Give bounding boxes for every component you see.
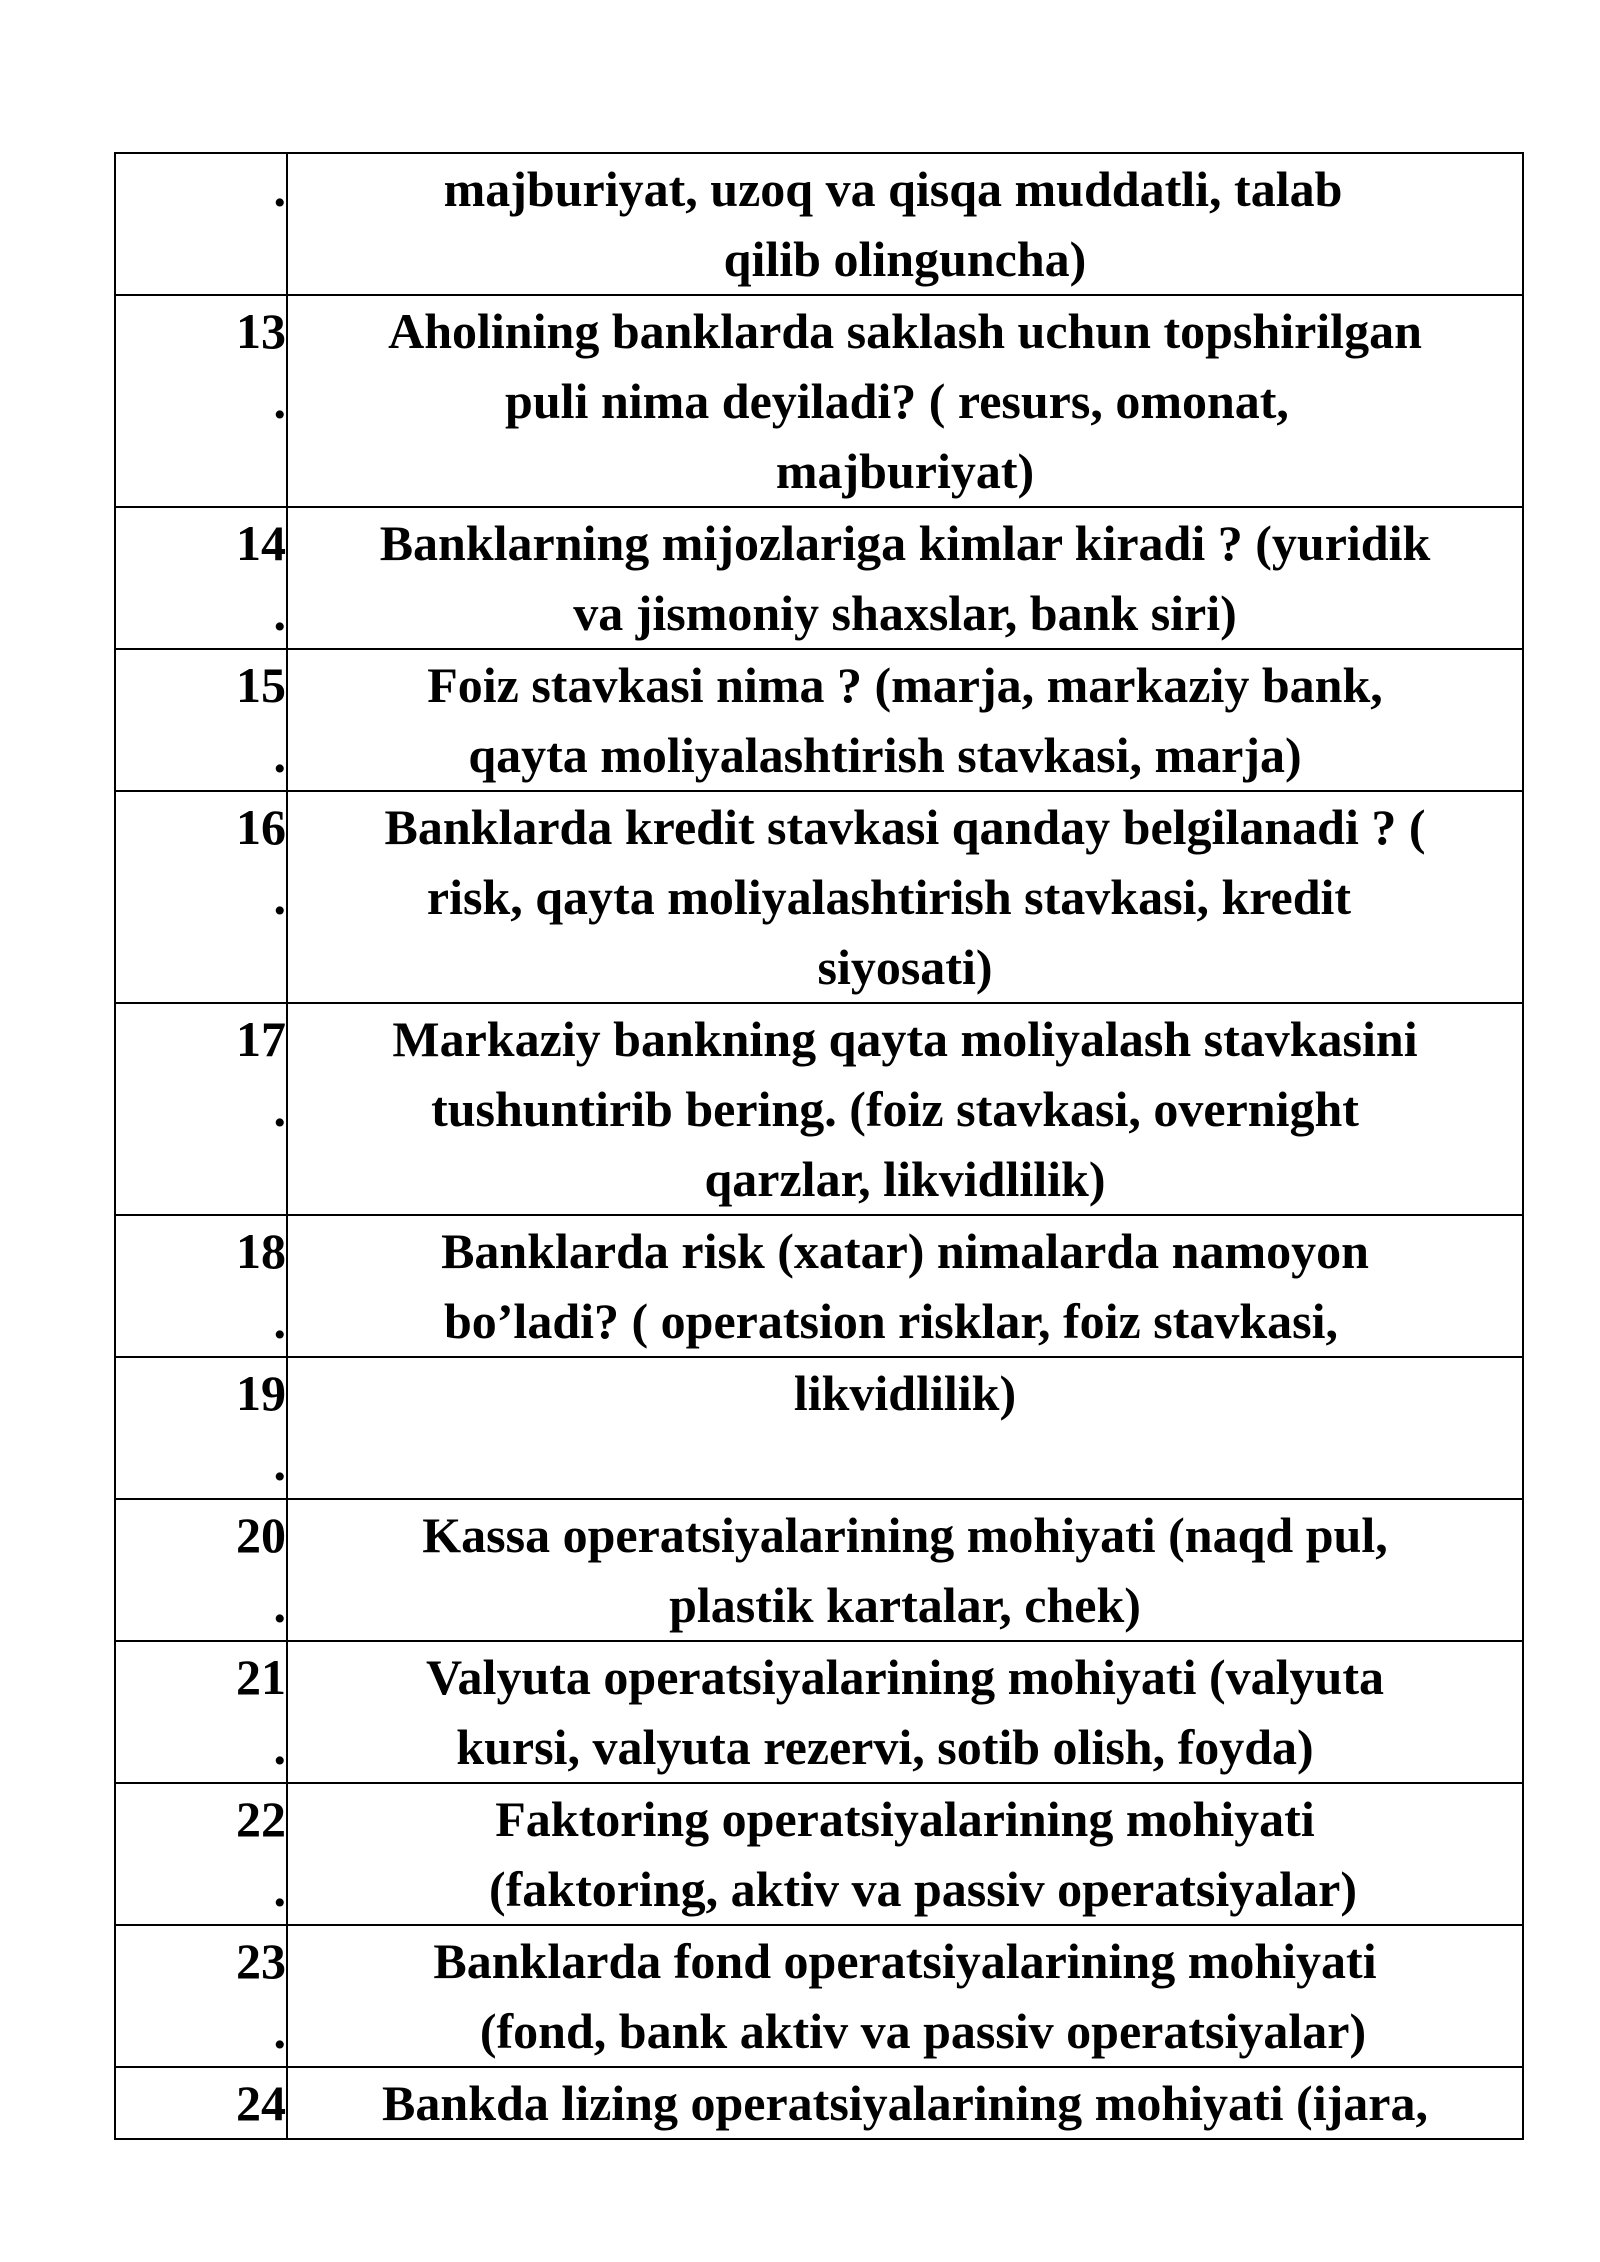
question-number-cell [115,1499,287,1641]
question-text-line: va jismoniy shaxslar, bank siri) [573,585,1237,641]
question-text-line: risk, qayta moliyalashtirish stavkasi, kredit [426,869,1352,925]
question-text-line: (faktoring, aktiv va passiv operatsiyalar) [488,1861,1358,1917]
question-text-line: Banklarda risk (xatar) nimalarda namoyon [441,1223,1369,1279]
table-row [115,1357,1523,1499]
question-text-line: Kassa operatsiyalarining mohiyati (naqd pul, [422,1507,1388,1563]
question-number-cell [115,153,287,295]
question-text-cell [287,1357,1523,1499]
question-text-cell [287,1925,1523,2067]
question-text-line: kursi, valyuta rezervi, sotib olish, foyda) [456,1719,1314,1775]
question-number-cell [115,2067,287,2139]
question-number: 20 [236,1507,286,1563]
question-text-line: likvidlilik) [793,1365,1017,1421]
question-number-dot: . [273,869,286,925]
table-row [115,295,1523,507]
table-row [115,1499,1523,1641]
table-row [115,1925,1523,2067]
question-text-line: tushuntirib bering. (foiz stavkasi, overnight [431,1081,1359,1137]
question-text-line: Banklarda kredit stavkasi qanday belgilanadi ? ( [384,799,1426,855]
question-text-line: Banklarning mijozlariga kimlar kiradi ? (yuridik [379,515,1431,571]
question-text-line: Banklarda fond operatsiyalarining mohiyati [433,1933,1377,1989]
question-text-line: (fond, bank aktiv va passiv operatsiyalar) [479,2003,1367,2059]
questions-table-body [115,153,1523,2139]
question-text-line: qilib olinguncha) [723,231,1087,287]
question-number-dot: . [273,1293,286,1349]
question-number-dot: . [273,585,286,641]
question-number: 15 [236,657,286,713]
question-text-line: Foiz stavkasi nima ? (marja, markaziy bank, [427,657,1383,713]
table-row [115,2067,1523,2139]
question-number-dot: . [273,1435,286,1491]
question-number: 19 [236,1365,286,1421]
question-text-cell [287,1641,1523,1783]
question-number: 24 [236,2075,286,2131]
question-text-cell [287,153,1523,295]
table-row [115,649,1523,791]
question-number-cell [115,1641,287,1783]
question-number-dot: . [273,1719,286,1775]
question-number: 22 [236,1791,286,1847]
question-text-line: Aholining banklarda saklash uchun topshirilgan [388,303,1422,359]
question-number: 21 [236,1649,286,1705]
question-text-cell [287,649,1523,791]
question-text-line: Valyuta operatsiyalarining mohiyati (valyuta [426,1649,1384,1705]
question-number-dot: . [273,1577,286,1633]
question-number-cell [115,507,287,649]
question-text-line: qarzlar, likvidlilik) [704,1151,1106,1207]
question-number-dot: . [273,1081,286,1137]
question-number-dot: . [273,2003,286,2059]
question-text-cell [287,295,1523,507]
question-number-cell [115,1215,287,1357]
question-text-line: qayta moliyalashtirish stavkasi, marja) [468,727,1302,783]
question-text-line: bo’ladi? ( operatsion risklar, foiz stavkasi, [443,1293,1339,1349]
question-number: 17 [236,1011,286,1067]
table-row [115,1783,1523,1925]
question-number-cell [115,791,287,1003]
question-number-dot: . [273,727,286,783]
question-number-cell [115,295,287,507]
table-row [115,153,1523,295]
question-text-line: siyosati) [817,939,993,995]
question-number: 14 [236,515,286,571]
question-number-cell [115,1925,287,2067]
question-number-dot: . [273,1861,286,1917]
question-number-cell [115,1003,287,1215]
table-row [115,791,1523,1003]
question-text-cell [287,507,1523,649]
question-text-cell [287,2067,1523,2139]
question-text-cell [287,1499,1523,1641]
question-text-line: plastik kartalar, chek) [669,1577,1141,1633]
table-row [115,1641,1523,1783]
question-text-line: majburiyat, uzoq va qisqa muddatli, talab [443,161,1343,217]
question-number-dot: . [273,373,286,429]
table-row [115,1003,1523,1215]
question-number-cell [115,649,287,791]
question-text-line: Bankda lizing operatsiyalarining mohiyati (ijara, [382,2075,1428,2131]
question-number: 13 [236,303,286,359]
question-text-line: majburiyat) [775,443,1035,499]
question-text-line: puli nima deyiladi? ( resurs, omonat, [505,373,1289,429]
question-number: 23 [236,1933,286,1989]
question-text-line: Markaziy bankning qayta moliyalash stavkasini [392,1011,1418,1067]
question-text-cell [287,791,1523,1003]
question-number: 18 [236,1223,286,1279]
question-number: 16 [236,799,286,855]
question-number-dot: . [273,161,286,217]
question-text-cell [287,1783,1523,1925]
question-text-line: Faktoring operatsiyalarining mohiyati [495,1791,1315,1847]
table-row [115,507,1523,649]
questions-table [114,152,1524,2140]
question-number-cell [115,1357,287,1499]
question-text-cell [287,1215,1523,1357]
question-number-cell [115,1783,287,1925]
table-row [115,1215,1523,1357]
question-text-cell [287,1003,1523,1215]
